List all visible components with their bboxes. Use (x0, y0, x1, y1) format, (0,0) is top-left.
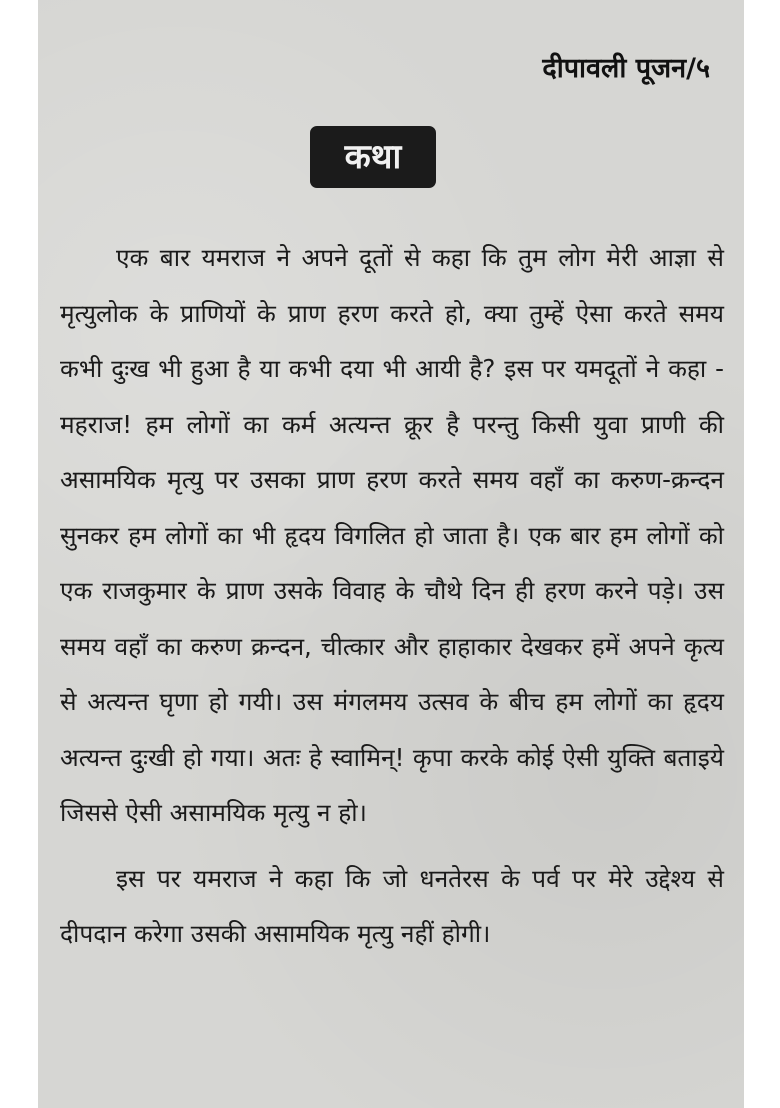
section-heading-badge (310, 126, 436, 188)
section-heading: कथा (344, 137, 402, 177)
story-body (60, 230, 724, 962)
paragraph-2: इस पर यमराज ने कहा कि जो धनतेरस के पर्व पर मेरे उद्देश्य से दीपदान करेगा उसकी असामयिक मृत्यु नहीं होगी। (60, 863, 724, 948)
book-page (38, 0, 744, 1108)
running-header: दीपावली पूजन/५ (542, 53, 710, 84)
paragraph-1: एक बार यमराज ने अपने दूतों से कहा कि तुम लोग मेरी आज्ञा से मृत्युलोक के प्राणियों के प्राण हरण करते हो, क्या तुम्हें ऐसा करते समय कभी दुःख भी हुआ है या कभी दया भी आयी है? इस पर यमदूतों ने कहा - महराज! हम लोगों का कर्म अत्यन्त क्रूर है परन्तु किसी युवा प्राणी की असामयिक मृत्यु पर उसका प्राण हरण करते समय वहाँ का करुण-क्रन्दन सुनकर हम लोगों का भी हृदय विगलित हो जाता है। एक बार हम लोगों को एक राजकुमार के प्राण उसके विवाह के चौथे दिन ही हरण करने पड़े। उस समय वहाँ का करुण क्रन्दन, चीत्कार और हाहाकार देखकर हमें अपने कृत्य से अत्यन्त घृणा हो गयी। उस मंगलमय उत्सव के बीच हम लोगों का हृदय अत्यन्त दुःखी हो गया। अतः हे स्वामिन्! कृपा करके कोई ऐसी युक्ति बताइये जिससे ऐसी असामयिक मृत्यु न हो। (60, 243, 724, 827)
